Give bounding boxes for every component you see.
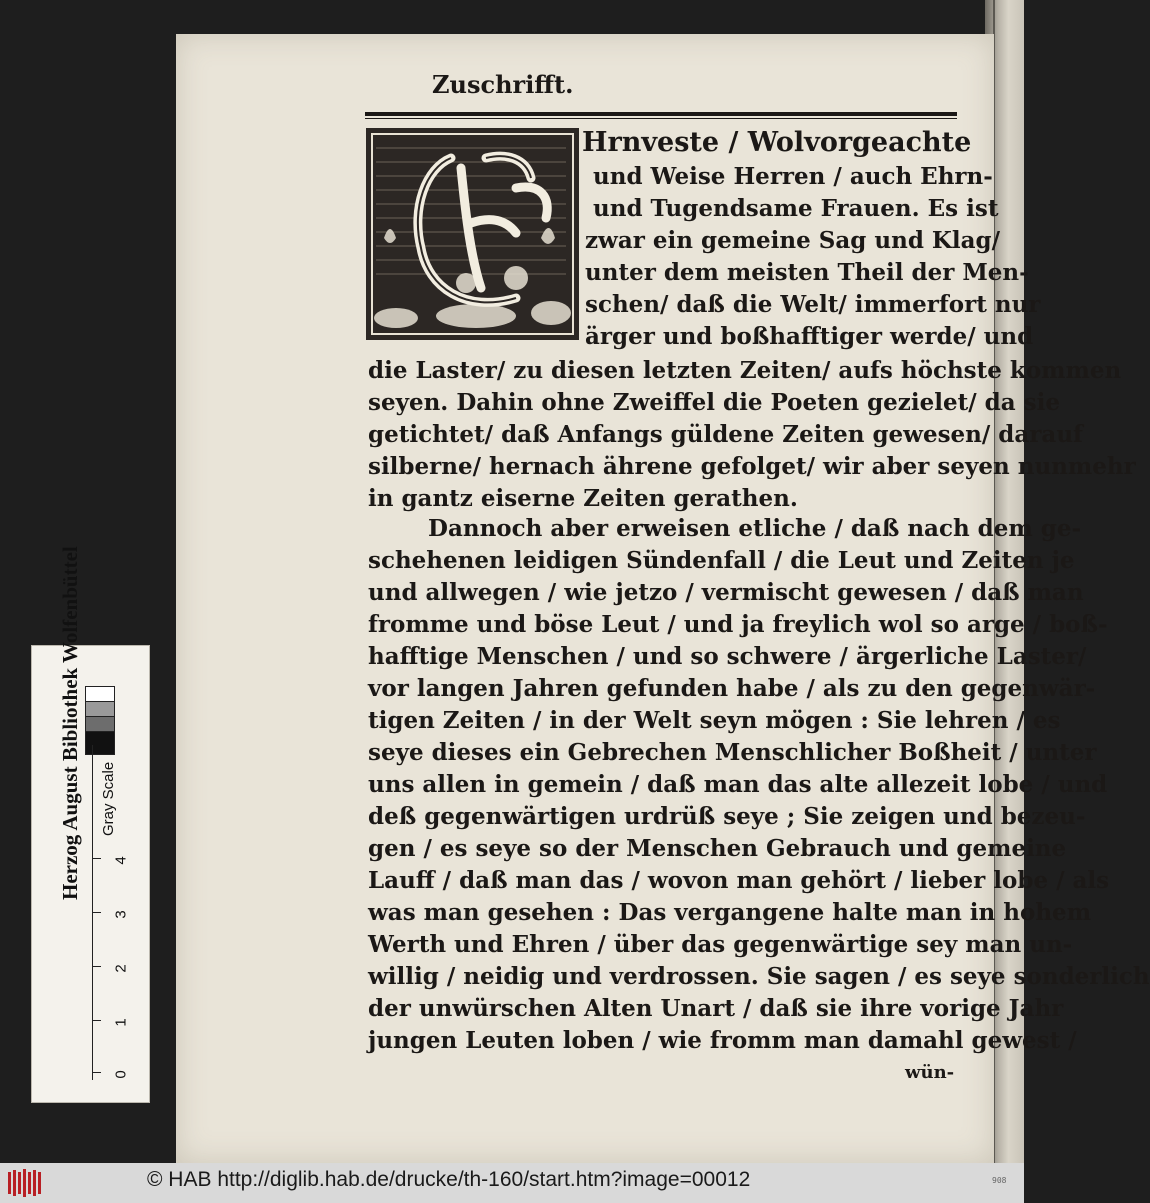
swatch-black [85,731,115,755]
text-line: vor langen Jahren gefunden habe / als zu den gegenwär- [368,675,1096,702]
text-line: Hrnveste / Wolvorgeachte [582,127,972,158]
text-line: Dannoch aber erweisen etliche / daß nach dem ge- [428,515,1081,542]
text-line: unter dem meisten Theil der Men- [585,259,1029,286]
swatch-white [85,686,115,702]
ruler-tick [92,858,101,859]
text-line: und Tugendsame Frauen. Es ist [593,195,999,222]
gray-scale-label: Gray Scale [100,761,117,836]
text-line: und Weise Herren / auch Ehrn- [593,163,993,190]
text-line: schen/ daß die Welt/ immerfort nur [585,291,1041,318]
text-line: willig / neidig und verdrossen. Sie sagen / es seye sonderlich [368,963,1150,990]
swatch-dark-gray [85,716,115,732]
text-line: tigen Zeiten / in der Welt seyn mögen : Sie lehren / es [368,707,1061,734]
text-line: schehenen leidigen Sündenfall / die Leut und Zeiten je [368,547,1075,574]
text-line: gen / es seye so der Menschen Gebrauch und gemeine [368,835,1067,862]
text-line: Lauff / daß man das / wovon man gehört / lieber lobe / als [368,867,1110,894]
ruler-tick [92,912,101,913]
text-line: der unwürschen Alten Unart / daß sie ihre vorige Jahr [368,995,1064,1022]
text-line: silberne/ hernach ährene gefolget/ wir aber seyen nunmehr [368,453,1136,480]
text-line: seyen. Dahin ohne Zweiffel die Poeten gezielet/ da sie [368,389,1060,416]
hab-logo-icon [6,1168,46,1198]
text-line: ärger und boßhafftiger werde/ und [585,323,1034,350]
ruler-tick [92,966,101,967]
text-line: seye dieses ein Gebrechen Menschlicher Boßheit / unter [368,739,1097,766]
ruler-number: 2 [112,964,130,973]
text-line: in gantz eiserne Zeiten gerathen. [368,485,798,512]
catchword: wün- [905,1062,955,1083]
text-line: uns allen in gemein / daß man das alte allezeit lobe / und [368,771,1108,798]
ruler-number: 4 [112,856,130,865]
text-line: zwar ein gemeine Sag und Klag/ [585,227,1001,254]
text-line: Werth und Ehren / über das gegenwärtige sey man un- [368,931,1073,958]
running-title: Zuschrifft. [432,70,574,99]
text-line: deß gegenwärtigen urdrüß seye ; Sie zeigen und bezeu- [368,803,1086,830]
header-rule-thin [365,118,957,119]
text-line: getichtet/ daß Anfangs güldene Zeiten gewesen/ darauf [368,421,1083,448]
swatch-gray [85,701,115,717]
ruler-tick [92,1072,101,1073]
ruler-number: 1 [112,1018,130,1027]
ruler-number: 3 [112,910,130,919]
text-line: jungen Leuten loben / wie fromm man damahl gewest / [368,1027,1077,1054]
text-line: und allwegen / wie jetzo / vermischt gewesen / daß man [368,579,1084,606]
ruler-number: 0 [112,1070,130,1079]
page-marker: 908 [992,1176,1007,1185]
library-label: Herzog August Bibliothek Wolfenbüttel [58,546,82,900]
copyright-url[interactable]: © HAB http://diglib.hab.de/drucke/th-160/start.htm?image=00012 [147,1168,751,1191]
text-line: fromme und böse Leut / und ja freylich wol so arge / boß- [368,611,1108,638]
text-line: die Laster/ zu diesen letzten Zeiten/ aufs höchste kommen [368,357,1122,384]
ruler-tick [92,1020,101,1021]
text-line: was man gesehen : Das vergangene halte man in hohem [368,899,1092,926]
header-rule [365,112,957,116]
text-line: hafftige Menschen / und so schwere / ärgerliche Laster/ [368,643,1087,670]
decorated-initial-e [366,128,579,340]
